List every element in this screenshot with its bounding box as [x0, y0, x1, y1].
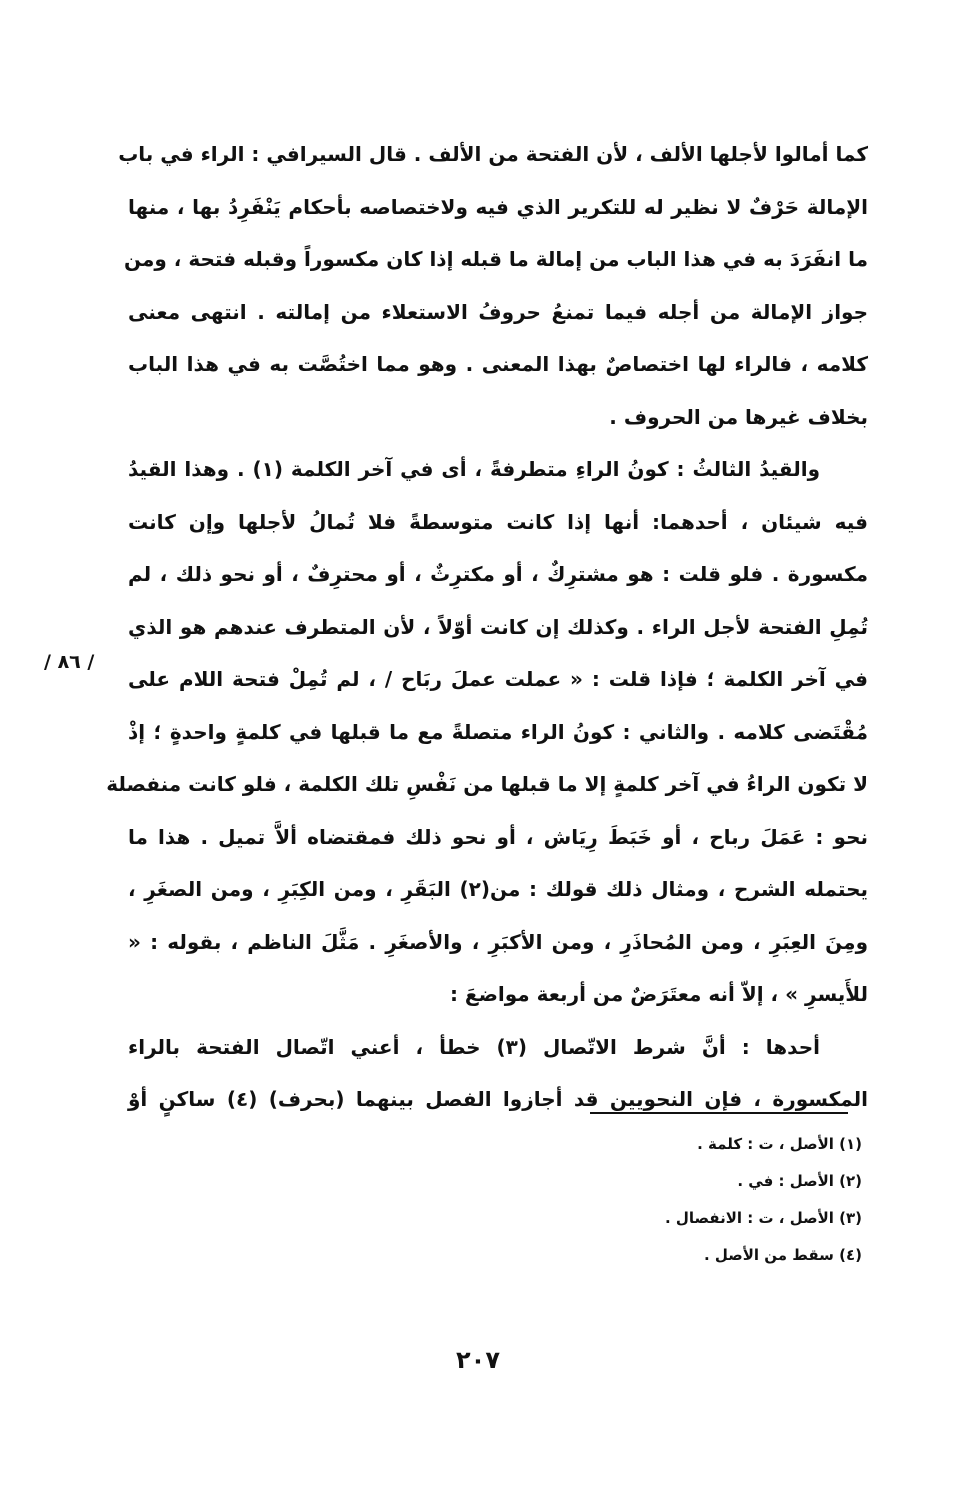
text-line-2: الإمالة حَرْفٌ لا نظير له للتكرير الذي فيه ولاختصاصه بأحكام يَنْفَرِدُ بها ، منها — [128, 194, 868, 219]
text-line-17: للأَيسرِ » ، إلاّ أنه معتَرَضٌ من أربعة مواضعَ : — [449, 982, 868, 1006]
text-line-12: مُقْتَضى كلامه . والثاني : كونُ الراء متصلةً مع ما قبلها في كلمةٍ واحدةٍ ؛ إذْ — [128, 719, 868, 744]
page-number: ٢٠٧ — [456, 1346, 500, 1374]
main-text — [106, 128, 869, 1126]
footnote-3: (٣) الأصل ، ت : الانفصال . — [664, 1209, 862, 1227]
text-line-5: كلامه ، فالراء لها اختصاصٌ بهذا المعنى . وهو مما اختُصَّت به في هذا الباب — [128, 352, 868, 376]
text-line-18: أحدها : أنَّ شرط الاتّصال (٣) خطأ ، أعني اتّصال الفتحة بالراء — [128, 1034, 820, 1059]
text-line-3: ما انفَرَدَ به في هذا الباب من إمالة ما قبله إذا كان مكسوراً وقبله فتحة ، ومن — [123, 247, 868, 271]
text-line-15: يحتمله الشرح ، ومثال ذلك قولك : من(٢) البَقَرِ ، ومن الكِبَرِ ، ومن الصغَرِ ، — [128, 877, 868, 901]
text-line-11: في آخر الكلمة ؛ فإذا قلت : « عملت عملَ ربَاح / ، لم تُمِلْ فتحة اللام على — [128, 667, 868, 691]
text-line-14: نحو : عَمَلَ رباح ، أو خَبَطَ رِيَاش ، أو نحو ذلك فمقتضاه ألاَّ تميل . هذا ما — [128, 824, 868, 849]
text-line-8: فيه شيئان ، أحدهما: أنها إذا كانت متوسطةً فلا تُمالُ لأجلها وإن كانت — [128, 509, 868, 534]
footnote-1: (١) الأصل ، ت : كلمة . — [697, 1135, 862, 1153]
text-line-10: تُمِلِ الفتحة لأجل الراء . وكذلك إن كانت أوّلاً ، لأن المتطرف عندهم هو الذي — [128, 614, 868, 639]
manuscript-folio-marker: / ٨٦ / — [44, 651, 95, 673]
footnote-divider — [590, 1112, 848, 1114]
text-line-13: لا تكون الراءُ في آخر كلمةٍ إلا ما قبلها من نَفْسِ تلك الكلمة ، فلو كانت منفصلة — [106, 772, 868, 796]
text-line-7: والقيدُ الثالثُ : كونُ الراءِ متطرفةً ، أى في آخر الكلمة (١) . وهذا القيدُ — [128, 457, 821, 481]
text-line-4: جواز الإمالة من أجله فيما تمنعُ حروفُ الاستعلاء من إمالته . انتهى معنى — [128, 299, 868, 324]
text-line-9: مكسورة . فلو قلت : هو مشترِكٌ ، أو مكترِثٌ ، أو محترِفٌ ، أو نحو ذلك ، لم — [128, 562, 868, 586]
text-line-16: ومِنَ العِبَرِ ، ومن المُحاذَرِ ، ومن الأكبَرِ ، والأصغَرِ . مَثَّلَ الناظم ، بقوله : « — [128, 929, 868, 954]
text-line-1: كما أمالوا لأجلها الألف ، لأن الفتحة من الألف . قال السيرافي : الراء في باب — [118, 142, 868, 166]
footnote-4: (٤) سقط من الأصل . — [703, 1246, 862, 1264]
footnote-2: (٢) الأصل : في . — [737, 1172, 862, 1190]
text-line-6: بخلاف غيرها من الحروف . — [609, 404, 868, 429]
footnotes — [480, 1126, 862, 1274]
text-line-19: المكسورة ، فإن النحويين قد أجازوا الفصل بينهما (بحرف) (٤) ساكنٍ أوْ — [128, 1087, 869, 1111]
